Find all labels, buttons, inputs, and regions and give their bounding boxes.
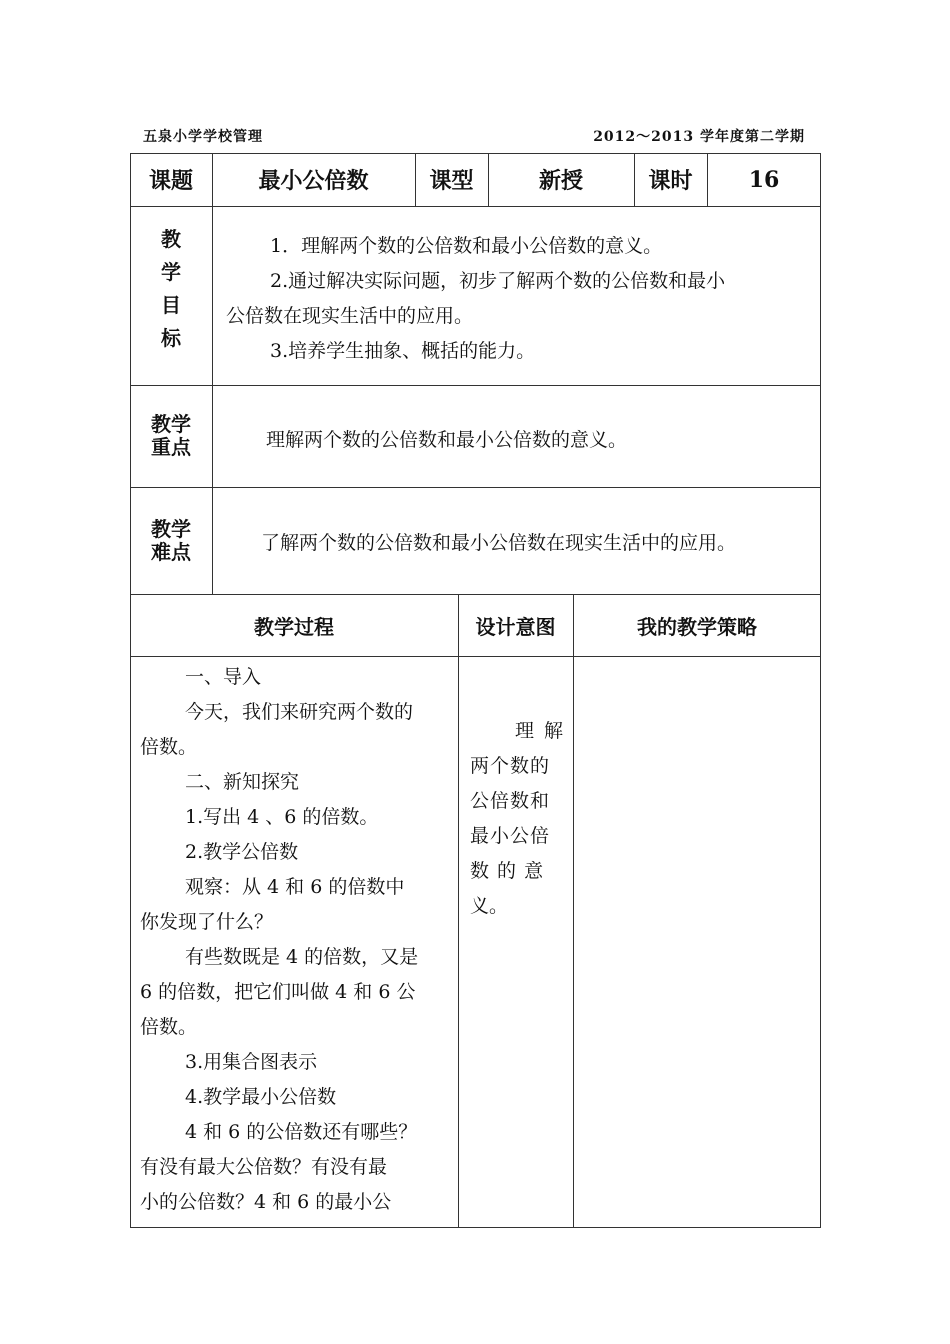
- process-line: 6 的倍数，把它们叫做 4 和 6 公: [140, 981, 416, 1003]
- intent-header: 设计意图: [475, 614, 556, 639]
- term-label: 2012～2013 学年度第二学期: [593, 129, 805, 145]
- row-divider: [130, 656, 821, 657]
- process-line: 你发现了什么？: [140, 911, 274, 933]
- process-line: 有些数既是 4 的倍数，又是: [185, 946, 419, 968]
- objective-line-1: 1．理解两个数的公倍数和最小公倍数的意义。: [270, 235, 663, 257]
- intent-line: 两个数的: [470, 755, 551, 777]
- objectives-label-char: 目: [161, 292, 181, 317]
- difficulty-label-line: 难点: [151, 539, 191, 564]
- type-value: 新授: [538, 168, 583, 194]
- col-divider: [212, 206, 213, 594]
- col-divider: [573, 594, 574, 1228]
- difficulty-label: [130, 487, 212, 594]
- intent-line: 数 的 意: [470, 860, 545, 882]
- topic-value: 最小公倍数: [258, 168, 369, 194]
- period-label: 课时: [648, 168, 693, 194]
- key-point-label: [130, 385, 212, 487]
- intent-line: 理 解: [515, 720, 566, 742]
- row-divider: [130, 206, 821, 207]
- process-line: 4 和 6 的公倍数还有哪些？: [185, 1121, 418, 1143]
- process-line: 二、新知探究: [185, 771, 300, 793]
- process-line: 一、导入: [185, 666, 262, 688]
- difficulty-label-line: 教学: [151, 516, 191, 541]
- col-divider: [458, 594, 459, 1228]
- strategy-header: 我的教学策略: [637, 614, 757, 639]
- row-divider: [130, 385, 821, 386]
- school-name: 五泉小学学校管理: [143, 129, 263, 145]
- process-line: 1.写出 4 、6 的倍数。: [185, 806, 379, 828]
- process-header: 教学过程: [254, 614, 334, 639]
- topic-label: 课题: [148, 168, 193, 194]
- key-point-label-line: 教学: [151, 412, 191, 436]
- intent-line: 公倍数和: [470, 790, 551, 812]
- objectives-label-char: 学: [161, 259, 181, 284]
- intent-line: 最小公倍: [470, 825, 551, 847]
- process-line: 小的公倍数？4 和 6 的最小公: [140, 1191, 392, 1213]
- period-value: 16: [748, 166, 780, 193]
- objective-line-4: 3.培养学生抽象、概括的能力。: [270, 340, 536, 362]
- process-line: 今天，我们来研究两个数的: [185, 701, 414, 723]
- objective-line-2: 2.通过解决实际问题，初步了解两个数的公倍数和最小: [270, 270, 726, 292]
- process-line: 3.用集合图表示: [185, 1051, 318, 1073]
- difficulty-text: 了解两个数的公倍数和最小公倍数在现实生活中的应用。: [261, 532, 737, 554]
- row-divider: [130, 487, 821, 488]
- key-point-text: 理解两个数的公倍数和最小公倍数的意义。: [266, 429, 628, 451]
- objective-line-3: 公倍数在现实生活中的应用。: [226, 305, 474, 327]
- intent-line: 义。: [470, 895, 509, 917]
- process-line: 4.教学最小公倍数: [185, 1086, 337, 1108]
- process-line: 倍数。: [140, 1016, 198, 1038]
- key-point-label-line: 重点: [151, 435, 191, 459]
- process-line: 有没有最大公倍数？有没有最: [140, 1156, 388, 1178]
- type-label: 课型: [429, 168, 474, 194]
- process-line: 观察：从 4 和 6 的倍数中: [185, 876, 405, 898]
- process-line: 倍数。: [140, 736, 198, 758]
- objectives-label: [130, 206, 212, 385]
- objectives-label-char: 教: [161, 226, 181, 251]
- process-line: 2.教学公倍数: [185, 841, 299, 863]
- objectives-label-char: 标: [161, 325, 181, 350]
